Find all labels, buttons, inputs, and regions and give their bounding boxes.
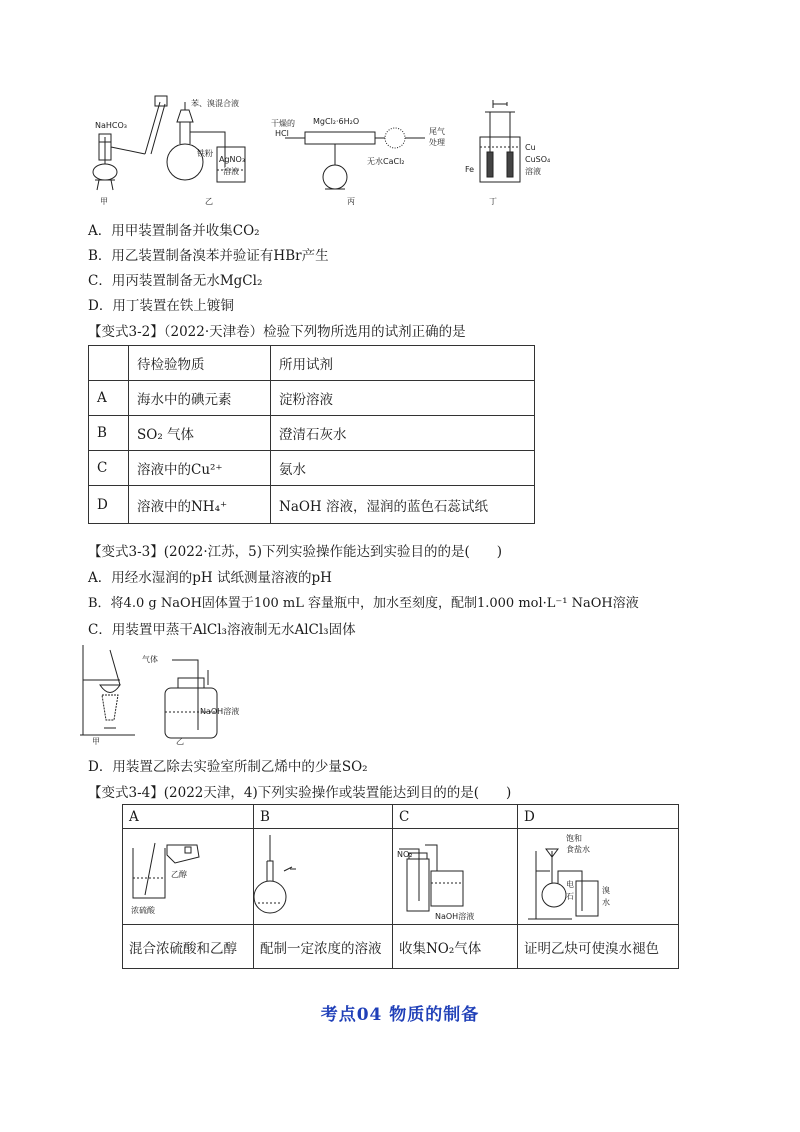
question-text: 检验下列物所选用的试剂正确的是 [263, 324, 466, 340]
caption-jia: 甲 [100, 197, 108, 206]
caption-c: 收集NO₂气体 [393, 925, 518, 969]
label-brine-2: 食盐水 [566, 845, 590, 854]
label-agno3: AgNO₃ [219, 155, 246, 164]
option-b: B．将4.0 g NaOH固体置于100 mL 容量瓶中，加水至刻度，配制1.000 mol·L⁻¹ NaOH溶液 [88, 596, 639, 611]
label-carbide-1: 电 [566, 880, 574, 889]
row-reagent: NaOH 溶液，湿润的蓝色石蕊试纸 [271, 486, 535, 524]
row-option: D [89, 486, 129, 524]
label-bromine-1: 溴 [602, 886, 610, 895]
question-text: (2022天津，4)下列实验操作或装置能达到目的的是( ) [163, 785, 512, 801]
row-reagent: 澄清石灰水 [271, 416, 535, 451]
caption-yi: 乙 [176, 737, 184, 746]
label-conc-h2so4: 浓硫酸 [131, 906, 155, 915]
label-no2: NO₂ [397, 850, 413, 859]
question-3-2-stem [88, 320, 466, 340]
row-reagent: 淀粉溶液 [271, 381, 535, 416]
label-naoh-soln: NaOH溶液 [200, 707, 240, 716]
label-mgcl2: MgCl₂·6H₂O [313, 117, 360, 126]
reagent-table [88, 345, 535, 524]
caption-a: 混合浓硫酸和乙醇 [123, 925, 254, 969]
caption-yi: 乙 [205, 197, 213, 206]
caption-bing: 丙 [347, 197, 355, 206]
table-row [123, 829, 679, 925]
option-b: B．用乙装置制备溴苯并验证有HBr产生 [88, 248, 329, 264]
table-header-cell: A [123, 805, 254, 829]
caption-ding: 丁 [489, 197, 497, 206]
label-gas: 气体 [142, 655, 158, 664]
row-substance: 海水中的碘元素 [129, 381, 271, 416]
label-carbide-2: 石 [566, 892, 574, 901]
label-bromine-2: 水 [602, 898, 610, 907]
table-header-row [123, 805, 679, 829]
apparatus-b [254, 829, 393, 925]
table-row [89, 416, 535, 451]
caption-d: 证明乙炔可使溴水褪色 [518, 925, 679, 969]
question-tag: 【变式3-3】 [88, 544, 164, 560]
option-a: A．用经水湿润的pH 试纸测量溶液的pH [88, 570, 332, 586]
row-option: C [89, 451, 129, 486]
label-tail1: 尾气 [429, 127, 445, 136]
table-header-cell: C [393, 805, 518, 829]
label-naoh-soln: NaOH溶液 [435, 912, 475, 921]
row-substance: 溶液中的Cu²⁺ [129, 451, 271, 486]
label-hcl: HCl [275, 129, 289, 138]
row-option: B [89, 416, 129, 451]
option-c: C．用装置甲蒸干AlCl₃溶液制无水AlCl₃固体 [88, 622, 356, 638]
table-header-cell [89, 346, 129, 381]
label-tail2: 处理 [429, 138, 445, 147]
question-3-3-stem [88, 540, 502, 560]
question-tag: 【变式3-4】 [88, 785, 164, 801]
question-3-4-stem [88, 781, 511, 801]
label-agno3-soln: 溶液 [223, 167, 239, 176]
row-reagent: 氨水 [271, 451, 535, 486]
table-header-cell: 待检验物质 [129, 346, 271, 381]
caption-b: 配制一定浓度的溶液 [254, 925, 393, 969]
question-text: (2022·江苏，5)下列实验操作能达到实验目的的是( ) [163, 544, 503, 560]
label-iron-powder: 铁粉 [197, 149, 213, 158]
table-header-cell: 所用试剂 [271, 346, 535, 381]
caption-jia: 甲 [92, 737, 100, 746]
label-cuso4-soln: 溶液 [525, 167, 541, 176]
row-substance: SO₂ 气体 [129, 416, 271, 451]
label-cu: Cu [525, 143, 536, 152]
label-cacl2: 无水CaCl₂ [367, 157, 405, 166]
label-brine-1: 饱和 [566, 834, 582, 843]
label-dry: 干燥的 [271, 119, 295, 128]
table-row [89, 451, 535, 486]
apparatus-c [393, 829, 518, 925]
apparatus-figure-2 [80, 640, 280, 745]
row-substance: 溶液中的NH₄⁺ [129, 486, 271, 524]
label-benzene-mix: 苯、溴混合液 [191, 99, 239, 108]
table-row [89, 486, 535, 524]
table-header-cell: B [254, 805, 393, 829]
label-cuso4: CuSO₄ [525, 155, 551, 164]
option-c: C．用丙装置制备无水MgCl₂ [88, 273, 263, 289]
option-a: A．用甲装置制备并收集CO₂ [88, 223, 260, 239]
label-nahco3: NaHCO₃ [95, 121, 127, 130]
option-d: D．用丁装置在铁上镀铜 [88, 298, 234, 314]
section-title: 考点04 物质的制备 [320, 1005, 480, 1025]
table-row [123, 925, 679, 969]
option-d: D．用装置乙除去实验室所制乙烯中的少量SO₂ [88, 759, 368, 775]
apparatus-a [123, 829, 254, 925]
table-row [89, 381, 535, 416]
apparatus-table [122, 804, 679, 969]
label-ethanol: 乙醇 [171, 870, 187, 879]
apparatus-d [518, 829, 679, 925]
question-tag: 【变式3-2】 [88, 324, 164, 340]
table-header-cell: D [518, 805, 679, 829]
table-header-row [89, 346, 535, 381]
row-option: A [89, 381, 129, 416]
question-source: （2022·天津卷） [163, 324, 264, 340]
apparatus-figure-1 [85, 92, 555, 210]
label-fe: Fe [465, 165, 475, 174]
